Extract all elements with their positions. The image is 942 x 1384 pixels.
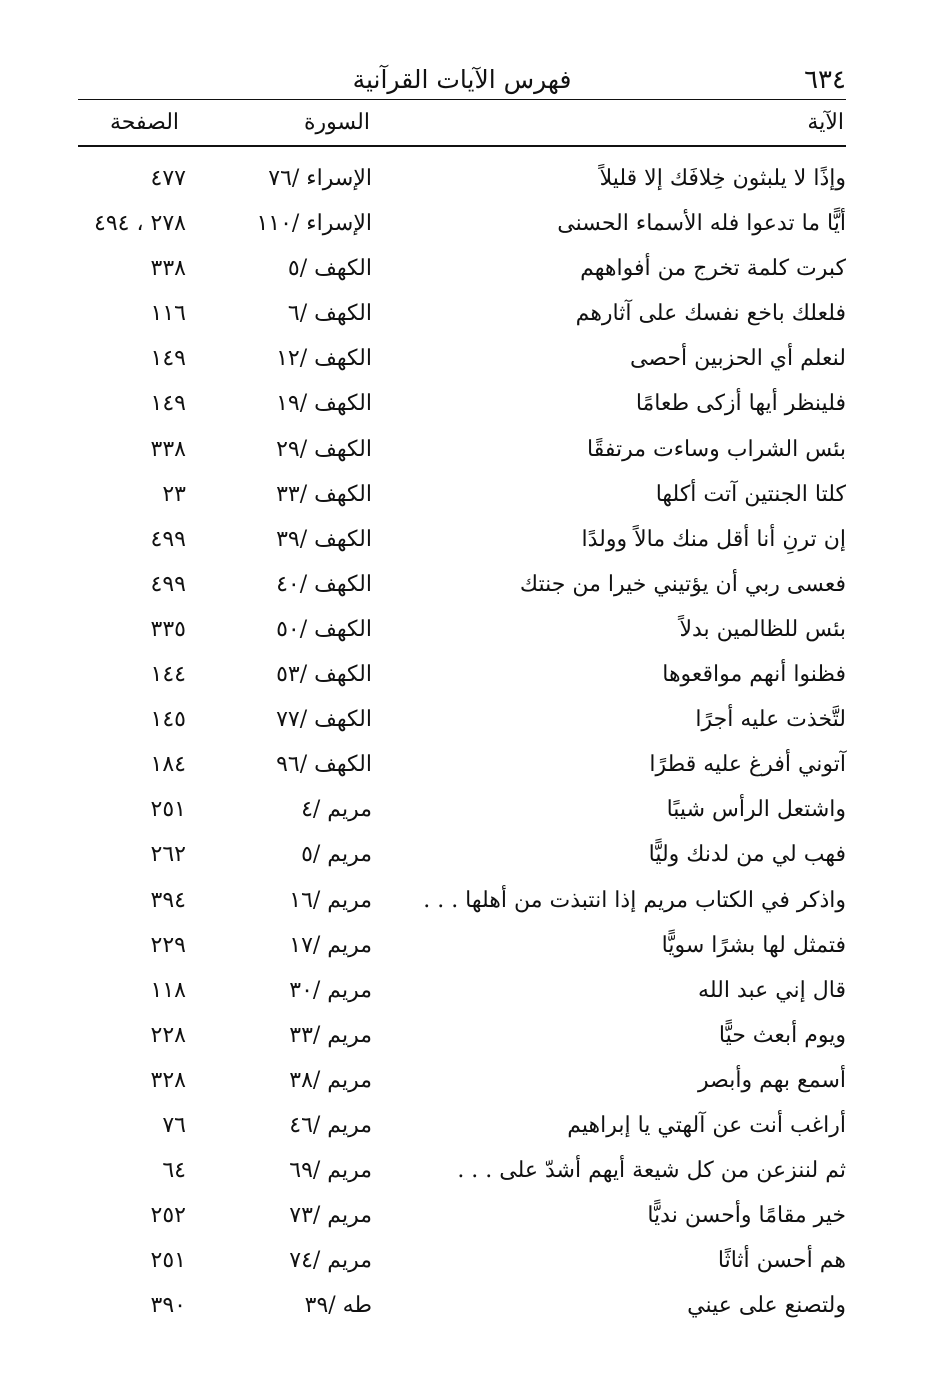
table-header-rule [78,145,846,147]
surah-cell: الكهف /٧٧ [276,707,372,733]
surah-cell: مريم /٣٨ [289,1067,372,1093]
surah-cell: الكهف /٥٣ [276,662,372,688]
surah-cell: الكهف /٥ [287,256,372,282]
verse-cell: بئس الشراب وساءت مرتفقًا [586,436,846,462]
verse-cell: فتمثل لها بشرًا سويًّا [661,932,846,958]
page-ref-cell: ٤٩٩ [150,526,186,552]
verse-cell: بئس للظالمين بدلاً [679,616,846,642]
table-row [78,923,846,968]
verse-cell: واشتعل الرأس شيبًا [666,797,846,823]
page-ref-cell: ٢٦٢ [150,842,186,868]
table-row [78,607,846,652]
table-row [78,878,846,923]
table-header [78,104,846,142]
header-rule [78,99,846,100]
table-row [78,472,846,517]
page-ref-cell: ٢٢٩ [150,932,186,958]
index-table [78,156,846,1328]
column-header-page: الصفحة [110,110,180,135]
page-ref-cell: ١٤٩ [150,346,186,372]
verse-cell: إن ترنِ أنا أقل منك مالاً وولدًا [581,526,846,552]
table-row [78,381,846,426]
column-header-verse: الآية [807,110,844,135]
page-ref-cell: ٢٥٢ [150,1203,186,1229]
verse-cell: ويوم أبعث حيًّا [718,1022,846,1048]
table-row [78,1238,846,1283]
page-ref-cell: ٣٩٤ [150,887,186,913]
table-row [78,156,846,201]
table-row [78,1058,846,1103]
page-ref-cell: ١٨٤ [150,752,186,778]
page-ref-cell: ٣٣٥ [150,616,186,642]
page-ref-cell: ٣٢٨ [150,1067,186,1093]
table-row [78,652,846,697]
surah-cell: مريم /١٦ [289,887,372,913]
verse-cell: آتوني أفرغ عليه قطرًا [649,752,846,778]
page-ref-cell: ٣٩٠ [150,1293,186,1319]
table-row [78,517,846,562]
verse-cell: أيًّا ما تدعوا فله الأسماء الحسنى [557,211,846,237]
table-row [78,787,846,832]
table-row [78,832,846,877]
verse-cell: أراغب أنت عن آلهتي يا إبراهيم [567,1112,846,1138]
verse-cell: أسمع بهم وأبصر [698,1067,846,1093]
table-row [78,697,846,742]
surah-cell: الكهف /٦ [287,301,372,327]
surah-cell: مريم /٣٣ [289,1022,372,1048]
surah-cell: مريم /٧٣ [289,1203,372,1229]
page-ref-cell: ٣٣٨ [150,256,186,282]
verse-cell: قال إني عبد الله [698,977,846,1003]
column-header-surah: السورة [304,110,370,135]
surah-cell: مريم /٣٠ [289,977,372,1003]
surah-cell: الكهف /٤٠ [276,571,372,597]
verse-cell: لتَّخذت عليه أجرًا [695,707,846,733]
table-row [78,1013,846,1058]
page-ref-cell: ١١٦ [150,301,186,327]
page-ref-cell: ١٤٤ [150,662,186,688]
verse-cell: هم أحسن أثاثًا [717,1248,846,1274]
surah-cell: الكهف /٩٦ [276,752,372,778]
verse-cell: وإذًا لا يلبثون خِلافَك إلا قليلاً [599,166,846,191]
surah-cell: الكهف /٣٩ [276,526,372,552]
verse-cell: واذكر في الكتاب مريم إذا انتبذت من أهلها . . . [423,887,846,913]
page-ref-cell: ١١٨ [150,977,186,1003]
page-ref-cell: ٢٢٨ [150,1022,186,1048]
verse-cell: فلينظر أيها أزكى طعامًا [635,391,846,417]
table-row [78,742,846,787]
page-ref-cell: ٢٥١ [150,1248,186,1274]
page-ref-cell: ١٤٥ [150,707,186,733]
surah-cell: طه /٣٩ [304,1293,372,1319]
verse-cell: كلتا الجنتين آتت أكلها [655,481,846,507]
surah-cell: الإسراء /٧٦ [268,166,372,191]
table-row [78,968,846,1013]
table-row [78,291,846,336]
page-ref-cell: ٢٣ [162,481,186,507]
surah-cell: الكهف /٢٩ [276,436,372,462]
page-title: فهرس الآيات القرآنية [352,65,572,94]
table-row [78,336,846,381]
table-row [78,1283,846,1328]
surah-cell: مريم /٧٤ [289,1248,372,1274]
page-ref-cell: ٢٧٨ ، ٤٩٤ [94,211,186,237]
page-ref-cell: ٧٦ [162,1112,186,1138]
verse-cell: فلعلك باخع نفسك على آثارهم [575,301,846,327]
verse-cell: فهب لي من لدنك وليًّا [648,842,846,868]
surah-cell: مريم /٦٩ [289,1158,372,1184]
page-ref-cell: ٣٣٨ [150,436,186,462]
table-row [78,427,846,472]
surah-cell: الكهف /١٢ [276,346,372,372]
running-head [78,62,846,98]
surah-cell: الإسراء /١١٠ [256,211,372,237]
page-number: ٦٣٤ [804,65,846,95]
surah-cell: مريم /٤٦ [289,1112,372,1138]
surah-cell: مريم /٤ [301,797,372,823]
table-row [78,562,846,607]
surah-cell: مريم /٥ [301,842,372,868]
surah-cell: الكهف /٥٠ [276,616,372,642]
table-row [78,1193,846,1238]
table-row [78,246,846,291]
page-ref-cell: ٤٩٩ [150,571,186,597]
page-ref-cell: ٤٧٧ [150,166,186,191]
table-row [78,1103,846,1148]
page-ref-cell: ٢٥١ [150,797,186,823]
verse-cell: ثم لننزعن من كل شيعة أيهم أشدّ على . . . [457,1158,846,1184]
verse-cell: ولتصنع على عيني [687,1293,846,1319]
page-ref-cell: ١٤٩ [150,391,186,417]
verse-cell: فظنوا أنهم مواقعوها [662,662,846,688]
surah-cell: الكهف /٣٣ [276,481,372,507]
verse-cell: فعسى ربي أن يؤتيني خيرا من جنتك [519,571,846,597]
verse-cell: كبرت كلمة تخرج من أفواههم [580,256,846,282]
surah-cell: مريم /١٧ [289,932,372,958]
surah-cell: الكهف /١٩ [276,391,372,417]
page-ref-cell: ٦٤ [162,1158,186,1184]
table-row [78,201,846,246]
verse-cell: خير مقامًا وأحسن نديًّا [647,1203,846,1229]
verse-cell: لنعلم أي الحزبين أحصى [630,346,846,372]
table-row [78,1148,846,1193]
